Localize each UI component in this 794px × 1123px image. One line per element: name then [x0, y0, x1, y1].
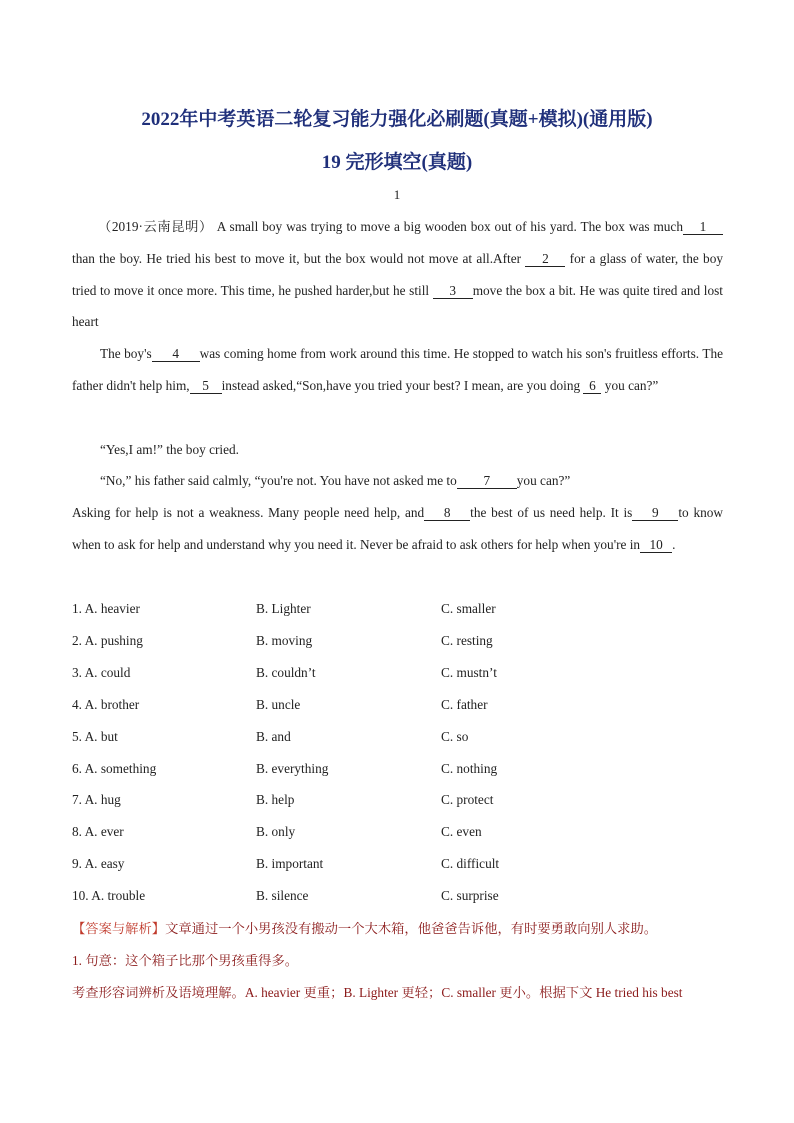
- blank-1: 1: [683, 220, 723, 235]
- answer-summary: 【答案与解析】文章通过一个小男孩没有搬动一个大木箱，他爸爸告诉他，有时要勇敢向别人求助。: [72, 921, 658, 936]
- blank-2: 2: [525, 252, 565, 267]
- option-7a: 7. A. hug: [72, 792, 121, 807]
- passage-paragraph-2: The boy's 4 was coming home from work around this time. He stopped to watch his son's fruitless efforts. The father didn't help him, 5 instead asked,“Son,have you tried your best? I mean, are you doing 6 you can?”: [72, 346, 723, 393]
- option-10c: C. surprise: [441, 888, 499, 903]
- passage-number: 1: [393, 187, 401, 202]
- passage-source: （2019·云南昆明）: [98, 219, 213, 234]
- option-3c: C. mustn’t: [441, 665, 497, 680]
- blank-4: 4: [152, 347, 200, 362]
- passage-paragraph-4: “No,” his father said calmly, “you're not. You have not asked me to 7 you can?”: [100, 473, 571, 488]
- blank-7: 7: [457, 474, 517, 489]
- option-9b: B. important: [256, 856, 324, 871]
- passage-paragraph-5: Asking for help is not a weakness. Many people need help, and 8 the best of us need help. It is 9 to know when to ask for help and understand why you need it. Never be afraid to ask others for help when you're in 10 .: [72, 505, 723, 552]
- option-4a: 4. A. brother: [72, 697, 140, 712]
- option-2c: C. resting: [441, 633, 493, 648]
- document-title: 2022年中考英语二轮复习能力强化必刷题(真题+模拟)(通用版): [141, 109, 653, 130]
- option-2b: B. moving: [256, 633, 313, 648]
- passage-paragraph-1: （2019·云南昆明） A small boy was trying to move a big wooden box out of his yard. The box was much 1than the boy. He tried his best to move it, but the box would not move at all.After 2 for a glass of water, the boy tried to move it once more. This time, he pushed harder,but he still 3 move the box a bit. He was quite tired and lost heart: [72, 219, 724, 330]
- option-8c: C. even: [441, 824, 482, 839]
- blank-3: 3: [433, 284, 473, 299]
- option-3b: B. couldn’t: [256, 665, 316, 680]
- option-3a: 3. A. could: [72, 665, 131, 680]
- answer-tag: 【答案与解析】: [72, 921, 166, 936]
- option-4b: B. uncle: [256, 697, 301, 712]
- blank-10: 10: [640, 538, 672, 553]
- option-5c: C. so: [441, 729, 469, 744]
- option-1c: C. smaller: [441, 601, 496, 616]
- option-6c: C. nothing: [441, 761, 498, 776]
- option-5a: 5. A. but: [72, 729, 118, 744]
- option-8b: B. only: [256, 824, 296, 839]
- option-8a: 8. A. ever: [72, 824, 124, 839]
- option-10b: B. silence: [256, 888, 309, 903]
- option-6b: B. everything: [256, 761, 329, 776]
- answer-line-1: 1. 句意：这个箱子比那个男孩重得多。: [72, 953, 299, 968]
- option-1a: 1. A. heavier: [72, 601, 140, 616]
- answer-line-2: 考查形容词辨析及语境理解。A. heavier 更重；B. Lighter 更轻；C. smaller 更小。根据下文 He tried his best: [72, 985, 683, 1000]
- option-10a: 10. A. trouble: [72, 888, 146, 903]
- option-9a: 9. A. easy: [72, 856, 125, 871]
- option-4c: C. father: [441, 697, 488, 712]
- blank-5: 5: [190, 379, 222, 394]
- option-7c: C. protect: [441, 792, 494, 807]
- blank-6: 6: [583, 379, 601, 394]
- blank-9: 9: [632, 506, 678, 521]
- option-9c: C. difficult: [441, 856, 500, 871]
- option-6a: 6. A. something: [72, 761, 157, 776]
- section-title: 19 完形填空(真题): [321, 152, 473, 173]
- option-5b: B. and: [256, 729, 291, 744]
- option-1b: B. Lighter: [256, 601, 311, 616]
- blank-8: 8: [424, 506, 470, 521]
- option-7b: B. help: [256, 792, 295, 807]
- passage-paragraph-3: “Yes,I am!” the boy cried.: [100, 442, 239, 457]
- option-2a: 2. A. pushing: [72, 633, 143, 648]
